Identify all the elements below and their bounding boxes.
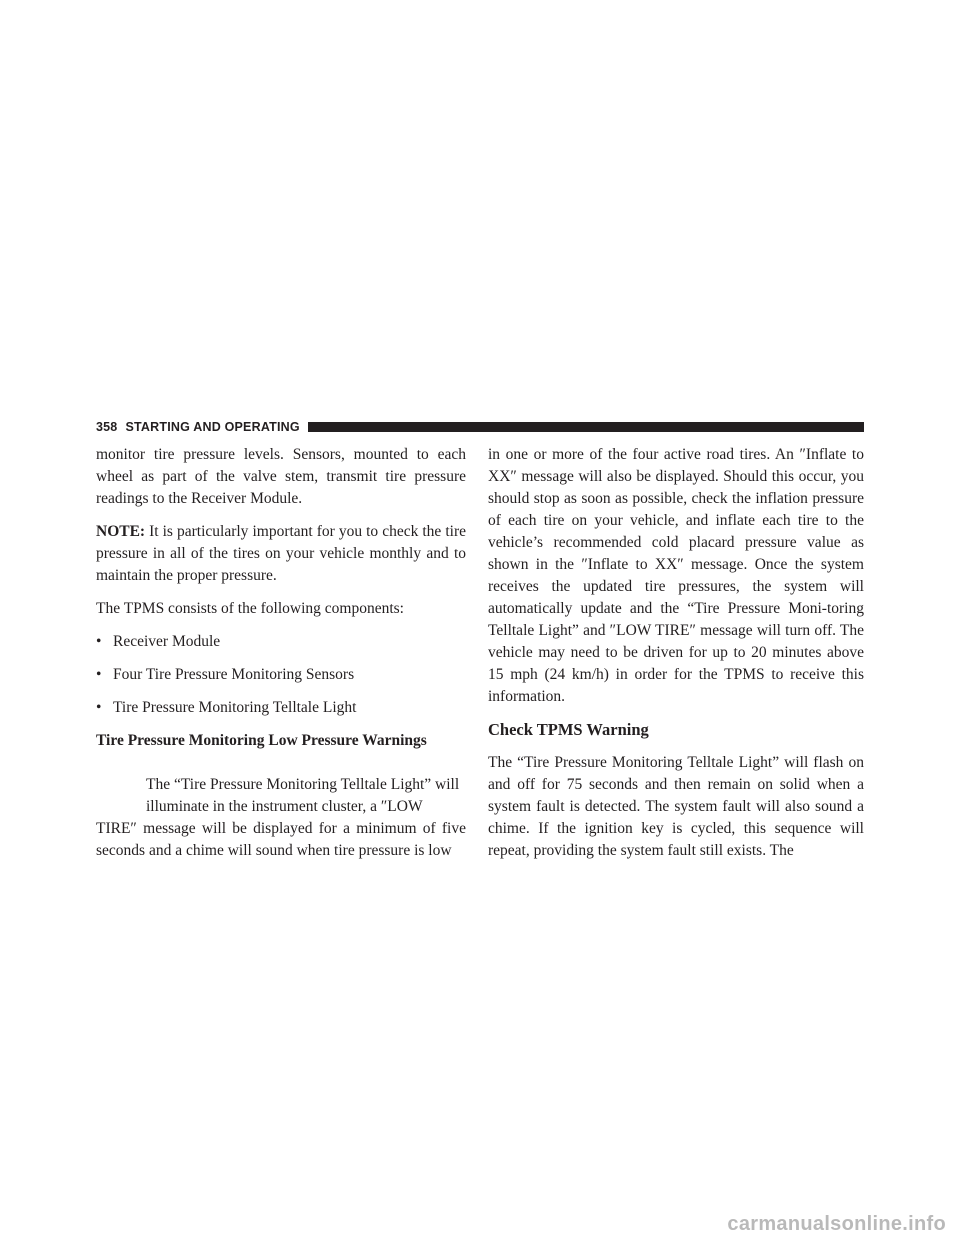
low-pressure-paragraph	[96, 774, 466, 862]
note-text: It is particularly important for you to check the tire pressure in all of the tires on your vehicle monthly and to maintain the proper pressure.	[96, 523, 466, 584]
section-title: STARTING AND OPERATING	[125, 420, 300, 434]
inflate-paragraph: in one or more of the four active road tires. An ″Inflate to XX″ message will also be displayed. Should this occur, you should stop as soon as possible, check the inflation pressure of each tire on your vehicle, and inflate each tire to the vehicle’s recommended cold placard pressure value as shown in the ″Inflate to XX″ message. Once the system receives the updated tire pressures, the system will automatically update and the “Tire Pressure Moni-toring Telltale Light” and ″LOW TIRE″ message will turn off. The vehicle may need to be driven for up to 20 minutes above 15 mph (24 km/h) in order for the TPMS to receive this information.	[488, 446, 864, 705]
list-item	[96, 664, 466, 686]
note-paragraph	[96, 521, 466, 587]
low-pressure-line-1: The “Tire Pressure Monitoring Telltale Light” will	[146, 776, 460, 793]
left-column	[96, 444, 466, 873]
section-heading: Tire Pressure Monitoring Low Pressure Warnings	[96, 732, 427, 749]
list-item	[96, 697, 466, 719]
watermark: carmanualsonline.info	[727, 1213, 946, 1235]
check-tpms-paragraph: The “Tire Pressure Monitoring Telltale Light” will flash on and off for 75 seconds and then remain on solid when a system fault is detected. The system fault will also sound a chime. If the ignition key is cycled, this sequence will repeat, providing the system fault still exists. The	[488, 754, 864, 859]
bullet-icon: •	[96, 666, 102, 683]
list-item-text: Four Tire Pressure Monitoring Sensors	[113, 666, 355, 683]
list-item-text: Receiver Module	[113, 633, 221, 650]
components-intro: The TPMS consists of the following components:	[96, 600, 404, 617]
intro-paragraph: monitor tire pressure levels. Sensors, mounted to each wheel as part of the valve stem, transmit tire pressure readings to the Receiver Module.	[96, 446, 466, 507]
header-rule	[308, 422, 864, 432]
list-item-text: Tire Pressure Monitoring Telltale Light	[113, 699, 357, 716]
page-number: 358	[96, 420, 118, 434]
low-pressure-rest: TIRE″ message will be displayed for a minimum of five seconds and a chime will sound when tire pressure is low	[96, 820, 466, 859]
note-label: NOTE:	[96, 523, 146, 540]
list-item	[96, 631, 466, 653]
bullet-icon: •	[96, 633, 102, 650]
check-tpms-heading: Check TPMS Warning	[488, 720, 649, 739]
page-header	[96, 419, 864, 435]
bullet-icon: •	[96, 699, 102, 716]
low-pressure-line-2: illuminate in the instrument cluster, a ″LOW	[146, 798, 423, 815]
right-column	[488, 444, 864, 873]
